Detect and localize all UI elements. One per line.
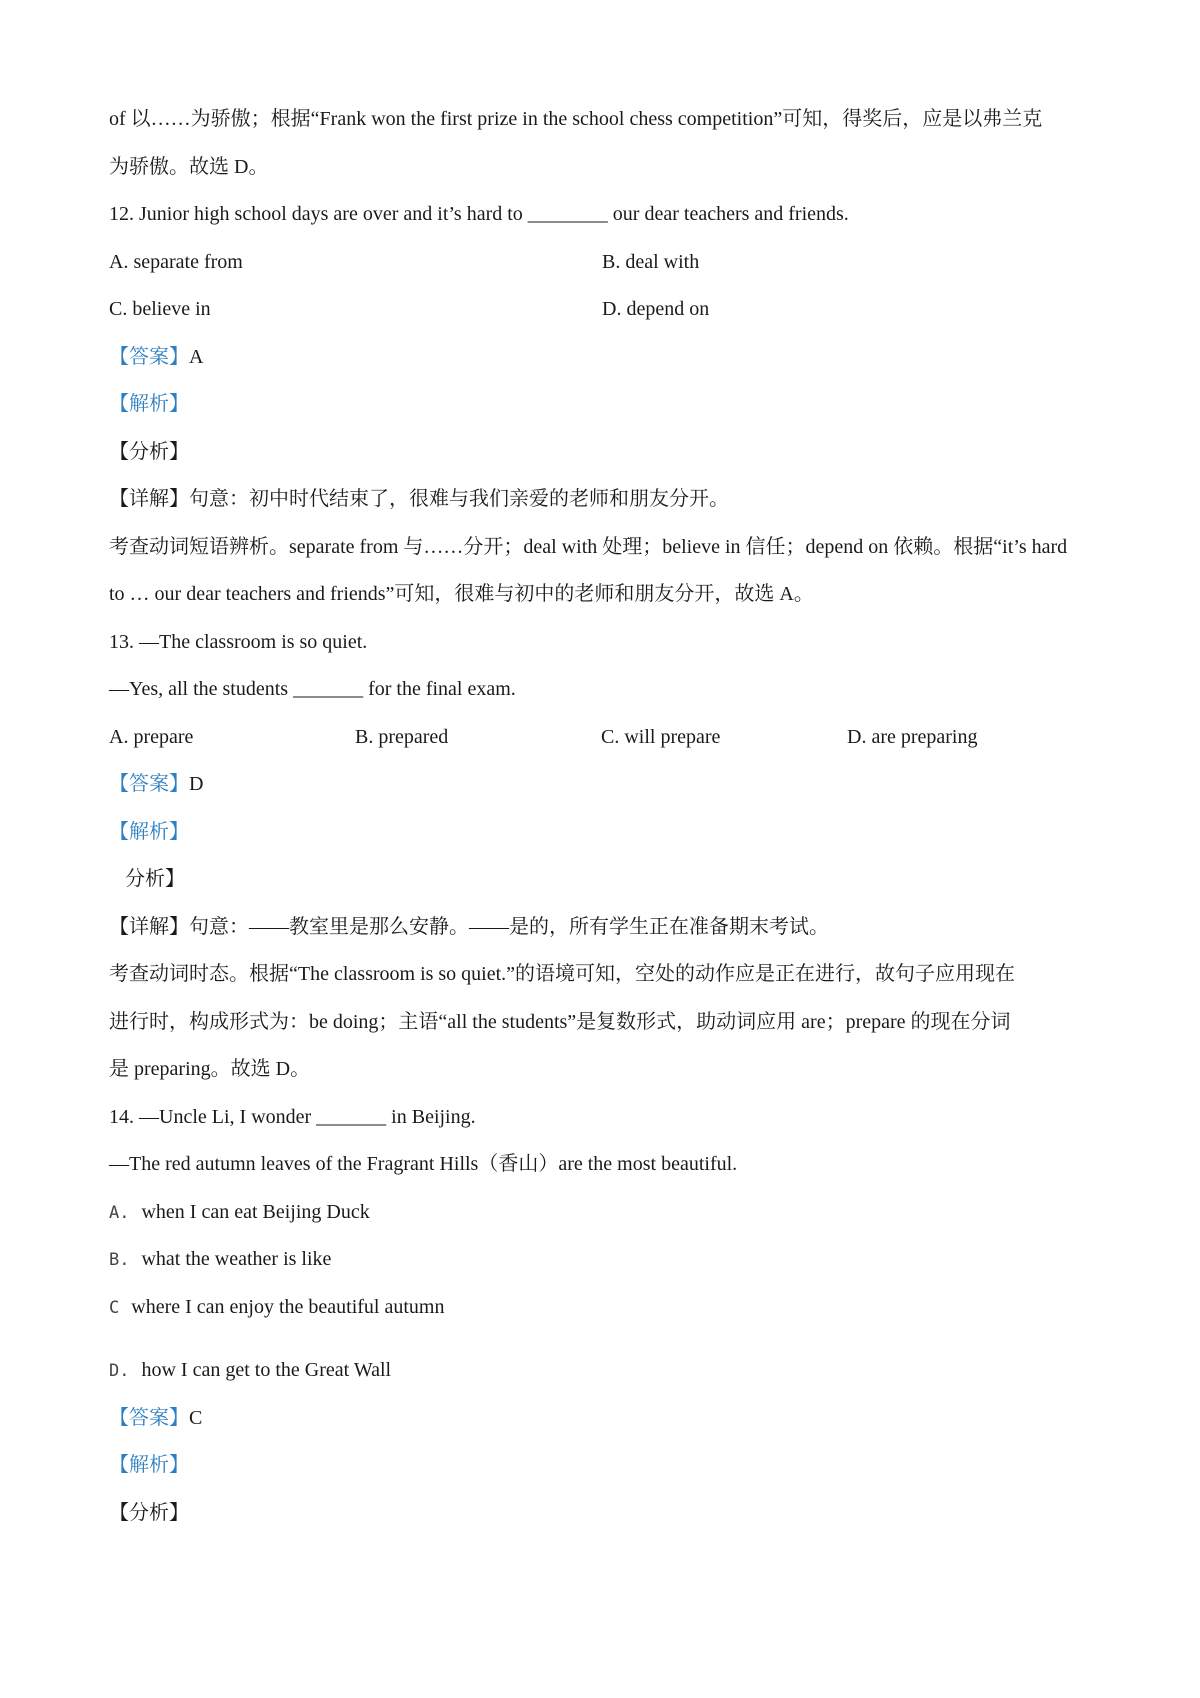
option-text: what the weather is like bbox=[141, 1248, 332, 1270]
q12-option-a: A. separate from bbox=[109, 250, 243, 273]
q12-jiexi-tag: 【解析】 bbox=[109, 393, 189, 415]
q13-explain-line-1: 考查动词时态。根据“The classroom is so quiet.”的语境可知，空处的动作应是正在进行，故句子应用现在 bbox=[109, 963, 1016, 985]
q14-fenxi-tag: 【分析】 bbox=[109, 1501, 189, 1524]
q13-option-a: A. prepare bbox=[109, 725, 194, 748]
prev-explanation-line-2: 为骄傲。故选 D。 bbox=[109, 155, 269, 178]
q13-reply: —Yes, all the students _______ for the final exam. bbox=[109, 678, 516, 700]
q12-fenxi-tag: 【分析】 bbox=[109, 440, 189, 463]
q12-question: 12. Junior high school days are over and it’s hard to ________ our dear teachers and friends. bbox=[109, 203, 849, 225]
q13-option-c: C. will prepare bbox=[601, 725, 721, 748]
q12-option-b: B. deal with bbox=[602, 250, 700, 273]
q13-option-d: D. are preparing bbox=[847, 725, 978, 748]
option-text: when I can eat Beijing Duck bbox=[141, 1200, 370, 1223]
option-letter: C bbox=[109, 1297, 120, 1318]
detail-text: 句意：初中时代结束了，很难与我们亲爱的老师和朋友分开。 bbox=[189, 488, 729, 510]
q12-options-row-2 bbox=[109, 286, 1109, 334]
document-body bbox=[109, 96, 1109, 1537]
q14-option-a bbox=[109, 1189, 1109, 1237]
option-letter: D. bbox=[109, 1361, 130, 1381]
q12-detail bbox=[109, 476, 1109, 524]
q12-answer bbox=[109, 334, 1109, 382]
q13-option-b: B. prepared bbox=[355, 725, 449, 748]
answer-tag: 【答案】 bbox=[109, 345, 189, 368]
q13-explain-line-3: 是 preparing。故选 D。 bbox=[109, 1058, 311, 1080]
q12-option-d: D. depend on bbox=[602, 298, 710, 320]
option-text: where I can enjoy the beautiful autumn bbox=[131, 1295, 445, 1318]
q13-detail bbox=[109, 904, 1109, 952]
q14-option-c bbox=[109, 1284, 1109, 1332]
q14-jiexi-tag: 【解析】 bbox=[109, 1454, 189, 1476]
q13-jiexi-tag: 【解析】 bbox=[109, 820, 189, 843]
q12-explain-line-2: to … our dear teachers and friends”可知，很难与初中的老师和朋友分开，故选 A。 bbox=[109, 583, 814, 605]
q14-option-b bbox=[109, 1236, 1109, 1284]
prev-explanation-line-1: of 以……为骄傲；根据“Frank won the first prize in the school chess competition”可知，得奖后，应是以弗兰克 bbox=[109, 108, 1043, 130]
q13-options-row bbox=[109, 714, 1109, 762]
answer-tag: 【答案】 bbox=[109, 773, 189, 795]
q13-explain-line-2: 进行时，构成形式为：be doing；主语“all the students”是复数形式，助动词应用 are；prepare 的现在分词 bbox=[109, 1010, 1011, 1033]
q13-fenxi-tag: 分析】 bbox=[125, 868, 185, 890]
answer-value: C bbox=[189, 1406, 203, 1429]
q13-question: 13. —The classroom is so quiet. bbox=[109, 630, 368, 653]
q12-explain-line-1: 考查动词短语辨析。separate from 与……分开；deal with 处理；believe in 信任；depend on 依赖。根据“it’s hard bbox=[109, 535, 1068, 558]
q12-options-row-1 bbox=[109, 239, 1109, 287]
option-letter: A. bbox=[109, 1202, 130, 1223]
detail-tag: 【详解】 bbox=[109, 488, 189, 510]
q14-reply: —The red autumn leaves of the Fragrant Hills（香山）are the most beautiful. bbox=[109, 1153, 738, 1175]
q13-answer bbox=[109, 761, 1109, 809]
q12-option-c: C. believe in bbox=[109, 298, 211, 320]
q14-answer bbox=[109, 1395, 1109, 1443]
q14-option-d bbox=[109, 1347, 1109, 1395]
detail-text: 句意：——教室里是那么安静。——是的，所有学生正在准备期末考试。 bbox=[189, 915, 829, 938]
answer-tag: 【答案】 bbox=[109, 1406, 189, 1429]
answer-value: A bbox=[189, 345, 204, 368]
answer-value: D bbox=[189, 773, 204, 795]
q14-question: 14. —Uncle Li, I wonder _______ in Beijing. bbox=[109, 1105, 476, 1128]
detail-tag: 【详解】 bbox=[109, 915, 189, 938]
option-text: how I can get to the Great Wall bbox=[141, 1359, 392, 1381]
option-letter: B. bbox=[109, 1250, 130, 1270]
